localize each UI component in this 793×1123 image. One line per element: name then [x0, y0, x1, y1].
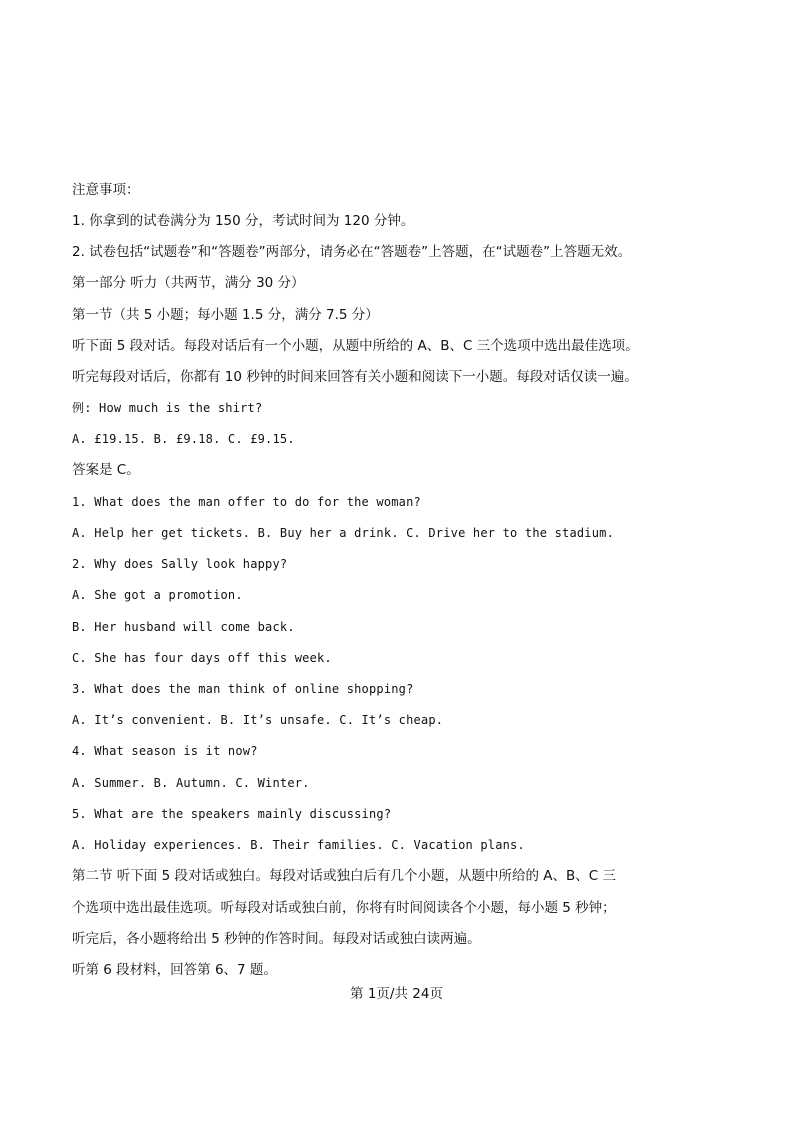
part1-title: 第一部分 听力（共两节，满分 30 分）: [72, 275, 305, 291]
section2-line-3: 听完后，各小题将给出 5 秒钟的作答时间。每段对话或独白读两遍。: [72, 931, 481, 947]
question-4-stem: 4. What season is it now?: [72, 744, 258, 758]
question-2-option-a: A. She got a promotion.: [72, 588, 243, 602]
question-5-stem: 5. What are the speakers mainly discussing?: [72, 807, 392, 821]
notice-title: 注意事项：: [72, 182, 140, 198]
page-number: 第 1页/共 24页: [350, 986, 443, 1002]
notice-item-2: 2. 试卷包括“试题卷”和“答题卷”两部分，请务必在“答题卷”上答题，在“试题卷”上答题无效。: [72, 244, 632, 260]
section1-instruction-2: 听完每段对话后，你都有 10 秒钟的时间来回答有关小题和阅读下一小题。每段对话仅读一遍。: [72, 369, 638, 385]
section2-line-4: 听第 6 段材料，回答第 6、7 题。: [72, 962, 277, 978]
question-3-stem: 3. What does the man think of online shopping?: [72, 682, 414, 696]
question-2-option-c: C. She has four days off this week.: [72, 651, 332, 665]
notice-item-1: 1. 你拿到的试卷满分为 150 分，考试时间为 120 分钟。: [72, 213, 415, 229]
example-question: 例: How much is the shirt?: [72, 401, 263, 415]
section2-line-2: 个选项中选出最佳选项。听每段对话或独白前，你将有时间阅读各个小题，每小题 5 秒钟；: [72, 900, 616, 916]
example-answer: 答案是 C。: [72, 462, 140, 478]
question-2-option-b: B. Her husband will come back.: [72, 620, 295, 634]
question-2-stem: 2. Why does Sally look happy?: [72, 557, 288, 571]
question-4-options: A. Summer. B. Autumn. C. Winter.: [72, 776, 310, 790]
question-1-stem: 1. What does the man offer to do for the woman?: [72, 495, 421, 509]
section1-title: 第一节（共 5 小题；每小题 1.5 分，满分 7.5 分）: [72, 307, 379, 323]
example-options: A. £19.15. B. £9.18. C. £9.15.: [72, 432, 295, 446]
section1-instruction-1: 听下面 5 段对话。每段对话后有一个小题，从题中所给的 A、B、C 三个选项中选出最佳选项。: [72, 338, 639, 354]
question-1-options: A. Help her get tickets. B. Buy her a drink. C. Drive her to the stadium.: [72, 526, 614, 540]
section2-line-1: 第二节 听下面 5 段对话或独白。每段对话或独白后有几个小题，从题中所给的 A、B、C 三: [72, 868, 616, 884]
question-5-options: A. Holiday experiences. B. Their families. C. Vacation plans.: [72, 838, 525, 852]
question-3-options: A. It’s convenient. B. It’s unsafe. C. It’s cheap.: [72, 713, 444, 727]
